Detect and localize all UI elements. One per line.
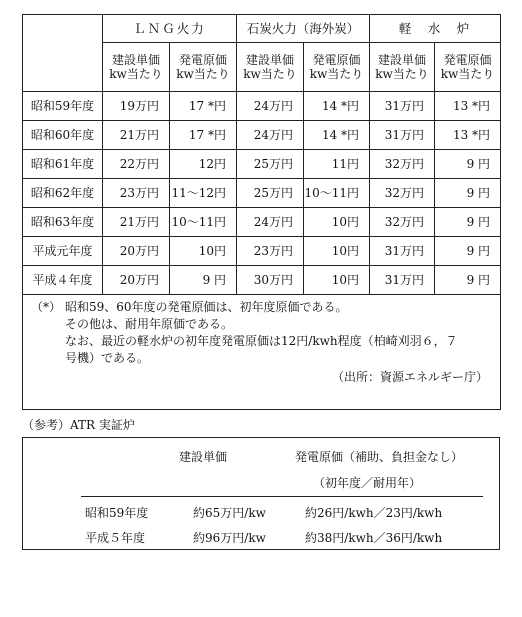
ref-cell-cost: 約96万円/kw: [193, 531, 266, 545]
table-cell: 25万円: [237, 150, 304, 179]
table-row: [23, 179, 501, 208]
table-cell: 9 円: [435, 266, 501, 295]
table-cell: 9 円: [435, 150, 501, 179]
table-row: [23, 121, 501, 150]
row-label: 昭和62年度: [23, 179, 103, 208]
table-cell: 17 *円: [170, 92, 237, 121]
table-cell: 9 円: [435, 237, 501, 266]
table-cell: 24万円: [237, 208, 304, 237]
ref-row-label: 平成５年度: [85, 531, 146, 545]
table-cell: 14 *円: [304, 121, 370, 150]
table-cell: 10円: [304, 208, 370, 237]
footnote-line: 号機）である。: [65, 351, 150, 365]
table-cell: 23万円: [103, 179, 170, 208]
table-cell: 22万円: [103, 150, 170, 179]
table-cell: 13 *円: [435, 121, 501, 150]
subheader-construction-cost: 建設単価 kw当たり: [237, 43, 304, 92]
table-cell: 25万円: [237, 179, 304, 208]
subheader-generation-cost: 発電原価 kw当たり: [170, 43, 237, 92]
table-cell: 10円: [304, 266, 370, 295]
table-cell: 30万円: [237, 266, 304, 295]
table-row: [23, 266, 501, 295]
table-row: [23, 237, 501, 266]
footnote-line: その他は、耐用年原価である。: [65, 317, 234, 331]
table-cell: 32万円: [370, 208, 435, 237]
table-cell: 12円: [170, 150, 237, 179]
row-label: 昭和59年度: [23, 92, 103, 121]
table-footnote: [23, 295, 501, 410]
header-divider: [81, 496, 483, 497]
row-label: 平成元年度: [23, 237, 103, 266]
table-cell: 10～11円: [170, 208, 237, 237]
subheader-construction-cost: 建設単価 kw当たり: [370, 43, 435, 92]
ref-row-label: 昭和59年度: [85, 506, 149, 520]
table-cell: 31万円: [370, 266, 435, 295]
table-cell: 31万円: [370, 92, 435, 121]
table-cell: 32万円: [370, 179, 435, 208]
footnote-text: 昭和59、60年度の発電原価は、初年度原価である。: [65, 300, 348, 314]
table-cell: 21万円: [103, 121, 170, 150]
reference-title: （参考）ATR 実証炉: [22, 418, 135, 432]
table-cell: 31万円: [370, 237, 435, 266]
ref-cell-gen: 約38円/kwh／36円/kwh: [305, 531, 443, 545]
footnote-line: [31, 299, 494, 316]
table-cell: 19万円: [103, 92, 170, 121]
table-cell: 32万円: [370, 150, 435, 179]
table-cell: 14 *円: [304, 92, 370, 121]
table-row: [23, 92, 501, 121]
subheader-generation-cost: 発電原価 kw当たり: [435, 43, 501, 92]
table-cell: 13 *円: [435, 92, 501, 121]
subheader-generation-cost: 発電原価 kw当たり: [304, 43, 370, 92]
subheader-construction-cost: 建設単価 kw当たり: [103, 43, 170, 92]
table-cell: 11円: [304, 150, 370, 179]
table-row: [23, 150, 501, 179]
table-cell: 9 円: [170, 266, 237, 295]
table-cell: 9 円: [435, 208, 501, 237]
header-generation-cost-sub: （初年度／耐用年）: [313, 476, 422, 490]
table-row: [23, 208, 501, 237]
ref-cell-cost: 約65万円/kw: [193, 506, 266, 520]
row-label: 昭和60年度: [23, 121, 103, 150]
table-cell: 23万円: [237, 237, 304, 266]
group-header-lwr: 軽 水 炉: [370, 15, 501, 43]
table-cell: 31万円: [370, 121, 435, 150]
table-cell: 9 円: [435, 179, 501, 208]
table-cell: 21万円: [103, 208, 170, 237]
group-header-lng: ＬＮＧ火力: [103, 15, 237, 43]
table-cell: 20万円: [103, 237, 170, 266]
row-label: 昭和63年度: [23, 208, 103, 237]
footnote-line: なお、最近の軽水炉の初年度発電原価は12円/kwh程度（柏崎刈羽６，７: [65, 334, 458, 348]
header-generation-cost: 発電原価（補助、負担金なし）: [295, 450, 464, 464]
table-cell: 20万円: [103, 266, 170, 295]
corner-cell: [23, 15, 103, 92]
table-cell: 24万円: [237, 92, 304, 121]
source-credit: （出所：資源エネルギー庁）: [332, 370, 489, 384]
row-label: 昭和61年度: [23, 150, 103, 179]
cost-comparison-table: [22, 14, 501, 410]
header-construction-cost: 建設単価: [179, 450, 228, 464]
table-cell: 10～11円: [304, 179, 370, 208]
table-cell: 10円: [170, 237, 237, 266]
table-cell: 24万円: [237, 121, 304, 150]
atr-reference-box: [22, 437, 500, 550]
table-cell: 11～12円: [170, 179, 237, 208]
table-cell: 17 *円: [170, 121, 237, 150]
footnote-marker: （*）: [31, 300, 62, 314]
table-cell: 10円: [304, 237, 370, 266]
group-header-coal: 石炭火力（海外炭）: [237, 15, 370, 43]
row-label: 平成４年度: [23, 266, 103, 295]
ref-cell-gen: 約26円/kwh／23円/kwh: [305, 506, 443, 520]
